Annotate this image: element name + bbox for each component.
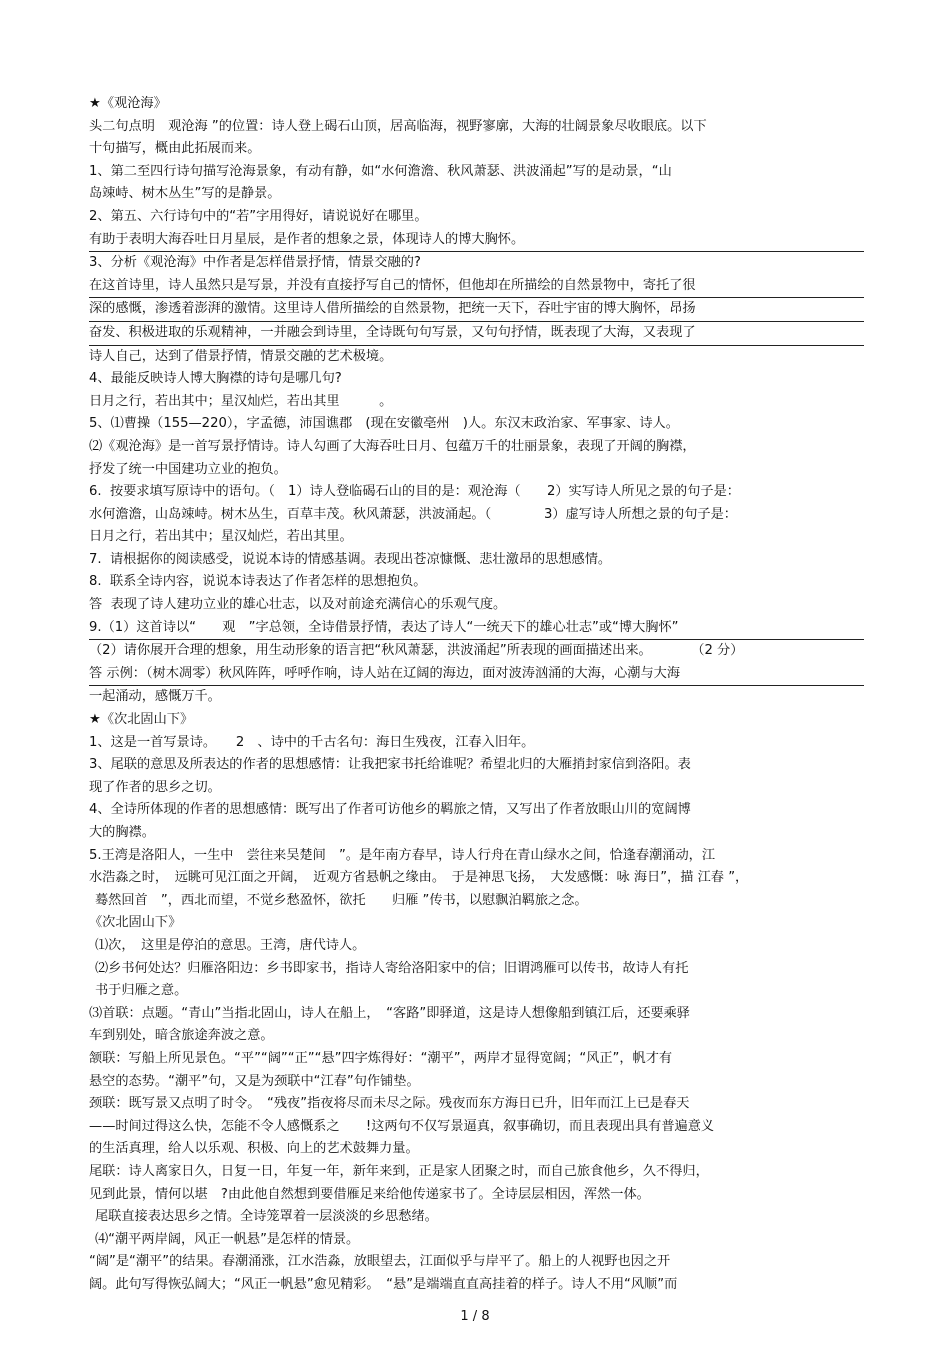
text-line: “阔”是“潮平”的结果。春潮涌涨，江水浩淼，放眼望去，江面似乎与岸平了。船上的人视野也因之开 (89, 1254, 671, 1270)
text-line: 现了作者的思乡之切。 (89, 779, 221, 795)
text-line: ⑶首联：点题。“青山”当指北固山，诗人在船上， “客路”即驿道，这是诗人想像船到镇江后，还要乘驿 (89, 1005, 690, 1021)
text-line: 《次北固山下》 (89, 915, 182, 931)
answer-line: 一起涌动，感慨万千。 (89, 689, 221, 705)
answer-line: 诗人自己，达到了借景抒情，情景交融的艺术极境。 (89, 348, 393, 364)
answer-line: 日月之行，若出其中；星汉灿烂，若出其里。 (89, 529, 353, 545)
page-number: 1 / 8 (460, 1309, 490, 1324)
answer-line: 在这首诗里，诗人虽然只是写景，并没有直接抒写自己的情怀，但他却在所描绘的自然景物中，寄托了很 (89, 275, 864, 299)
question-line: 4、最能反映诗人博大胸襟的诗句是哪几句? (89, 371, 342, 387)
text-line: 十句描写，概由此拓展而来。 (89, 141, 261, 157)
text-line: ⑵乡书何处达？归雁洛阳边：乡书即家书，指诗人寄给洛阳家中的信；旧谓鸿雁可以传书，故诗人有托 (95, 960, 689, 976)
text-line: 尾联直接表达思乡之情。全诗笼罩着一层淡淡的乡思愁绪。 (95, 1209, 438, 1225)
text-line: ——时间过得这么快，怎能不令人感慨系之 !这两句不仅写景逼真，叙事确切，而且表现出具有普遍意义 (89, 1118, 715, 1134)
text-line: 4、全诗所体现的作者的思想感情：既写出了作者可访他乡的羁旅之情，又写出了作者放眼山川的宽阔博 (89, 802, 691, 818)
text-line: 抒发了统一中国建功立业的抱负。 (89, 461, 287, 477)
question-line: 9.（1）这首诗以“ 观 ”字总领，全诗借景抒情，表达了诗人“一统天下的雄心壮志”或“博大胸怀” (89, 617, 864, 641)
text-line: 1、第二至四行诗句描写沧海景象，有动有静，如“水何澹澹、秋风萧瑟、洪波涌起”写的是动景，“山 (89, 163, 672, 179)
question-line: 7. 请根据你的阅读感受，说说本诗的情感基调。表现出苍凉慷慨、悲壮激昂的思想感情。 (89, 551, 612, 567)
text-line: ⑵《观沧海》是一首写景抒情诗。诗人勾画了大海吞吐日月、包蕴万千的壮丽景象，表现了开阔的胸襟， (89, 438, 696, 454)
question-line: 2、第五、六行诗句中的“若”字用得好，请说说好在哪里。 (89, 208, 428, 224)
section-title-guancanghai: ★《观沧海》 (89, 96, 167, 111)
text-line: 5.王湾是洛阳人，一生中 尝往来吴楚间 ”。是年南方春早，诗人行舟在青山绿水之间，恰逢春潮涌动，江 (89, 847, 716, 863)
text-line: 颈联：既写景又点明了时令。 “残夜”指夜将尽而未尽之际。残夜而东方海日已升，旧年而江上已是春天 (89, 1096, 690, 1112)
text-line: 的生活真理，给人以乐观、积极、向上的艺术鼓舞力量。 (89, 1141, 419, 1157)
question-line: 6. 按要求填写原诗中的语句。（ 1）诗人登临碣石山的目的是：观沧海（ 2）实写诗人所见之景的句子是： (89, 484, 740, 500)
text-line: 5、⑴曹操（155—220），字孟德，沛国谯郡 (现在安徽亳州 )人。东汉末政治家、军事家、诗人。 (89, 416, 679, 432)
text-line: 阔。此句写得恢弘阔大；“风正一帆悬”愈见精彩。 “悬”是端端直直高挂着的样子。诗人不用“风顺”而 (89, 1276, 678, 1292)
text-line: 颔联：写船上所见景色。“平”“阔”“正”“悬”四字炼得好：“潮平”，两岸才显得宽阔；“风正”，帆才有 (89, 1050, 673, 1066)
text-line: 岛竦峙、树木丛生”写的是静景。 (89, 186, 281, 202)
answer-line: 日月之行，若出其中；星汉灿烂，若出其里 。 (89, 393, 393, 409)
text-line: 书于归雁之意。 (95, 983, 188, 999)
text-line: ⑴次， 这里是停泊的意思。王湾，唐代诗人。 (95, 937, 366, 953)
text-line: ⑷“潮平两岸阔，风正一帆悬”是怎样的情景。 (95, 1231, 360, 1247)
text-line: 见到此景，情何以堪 ?由此他自然想到要借雁足来给他传递家书了。全诗层层相因，浑然一体。 (89, 1186, 650, 1202)
text-line: 头二句点明 观沧海 ”的位置：诗人登上碣石山顶，居高临海，视野寥廓，大海的壮阔景象尽收眼底。以下 (89, 118, 707, 134)
answer-line: 答 示例：（树木凋零）秋风阵阵，呼呼作响，诗人站在辽阔的海边，面对波涛汹涌的大海，心潮与大海 (89, 663, 864, 687)
text-line: 蓦然回首 ”，西北而望，不觉乡愁盈怀，欲托 归雁 ”传书，以慰飘泊羁旅之念。 (95, 892, 588, 908)
answer-line: 水何澹澹，山岛竦峙。树木丛生，百草丰茂。秋风萧瑟，洪波涌起。（ 3）虚写诗人所想之景的句子是： (89, 506, 737, 522)
text-line: 3、尾联的意思及所表达的作者的思想感情：让我把家书托给谁呢？希望北归的大雁捎封家信到洛阳。表 (89, 757, 691, 773)
answer-line: 深的感慨，渗透着澎湃的激情。这里诗人借所描绘的自然景物，把统一天下，吞吐宇宙的博大胸怀，昂扬 (89, 298, 864, 322)
text-line: 尾联：诗人离家日久，日复一日，年复一年，新年来到，正是家人团聚之时，而自己旅食他乡，久不得归， (89, 1163, 709, 1179)
text-line: 1、这是一首写景诗。 2 、诗中的千古名句：海日生残夜，江春入旧年。 (89, 734, 535, 750)
question-line: （2）请你展开合理的想象，用生动形象的语言把“秋风萧瑟，洪波涌起”所表现的画面描述出来。 （2 分） (89, 643, 744, 659)
text-line: 悬空的态势。“潮平”句，又是为颈联中“江春”句作铺垫。 (89, 1073, 420, 1089)
question-line: 8. 联系全诗内容，说说本诗表达了作者怎样的思想抱负。 (89, 574, 427, 590)
text-line: 车到别处，暗含旅途奔波之意。 (89, 1028, 274, 1044)
text-line: 水浩淼之时， 远眺可见江面之开阔， 近观方省悬帆之缘由。 于是神思飞扬， 大发感慨：咏 海日”，描 江春 ”， (89, 870, 749, 886)
answer-line: 答 表现了诗人建功立业的雄心壮志，以及对前途充满信心的乐观气度。 (89, 597, 507, 613)
answer-line: 有助于表明大海吞吐日月星辰，是作者的想象之景，体现诗人的博大胸怀。 (89, 229, 864, 253)
answer-line: 奋发、积极进取的乐观精神，一并融会到诗里，全诗既句句写景，又句句抒情，既表现了大海，又表现了 (89, 322, 864, 346)
question-line: 3、分析《观沧海》中作者是怎样借景抒情，情景交融的? (89, 255, 421, 271)
document-body (89, 93, 864, 1296)
text-line: 大的胸襟。 (89, 825, 155, 840)
section-title-cibeigushanxia: ★《次北固山下》 (89, 712, 194, 728)
